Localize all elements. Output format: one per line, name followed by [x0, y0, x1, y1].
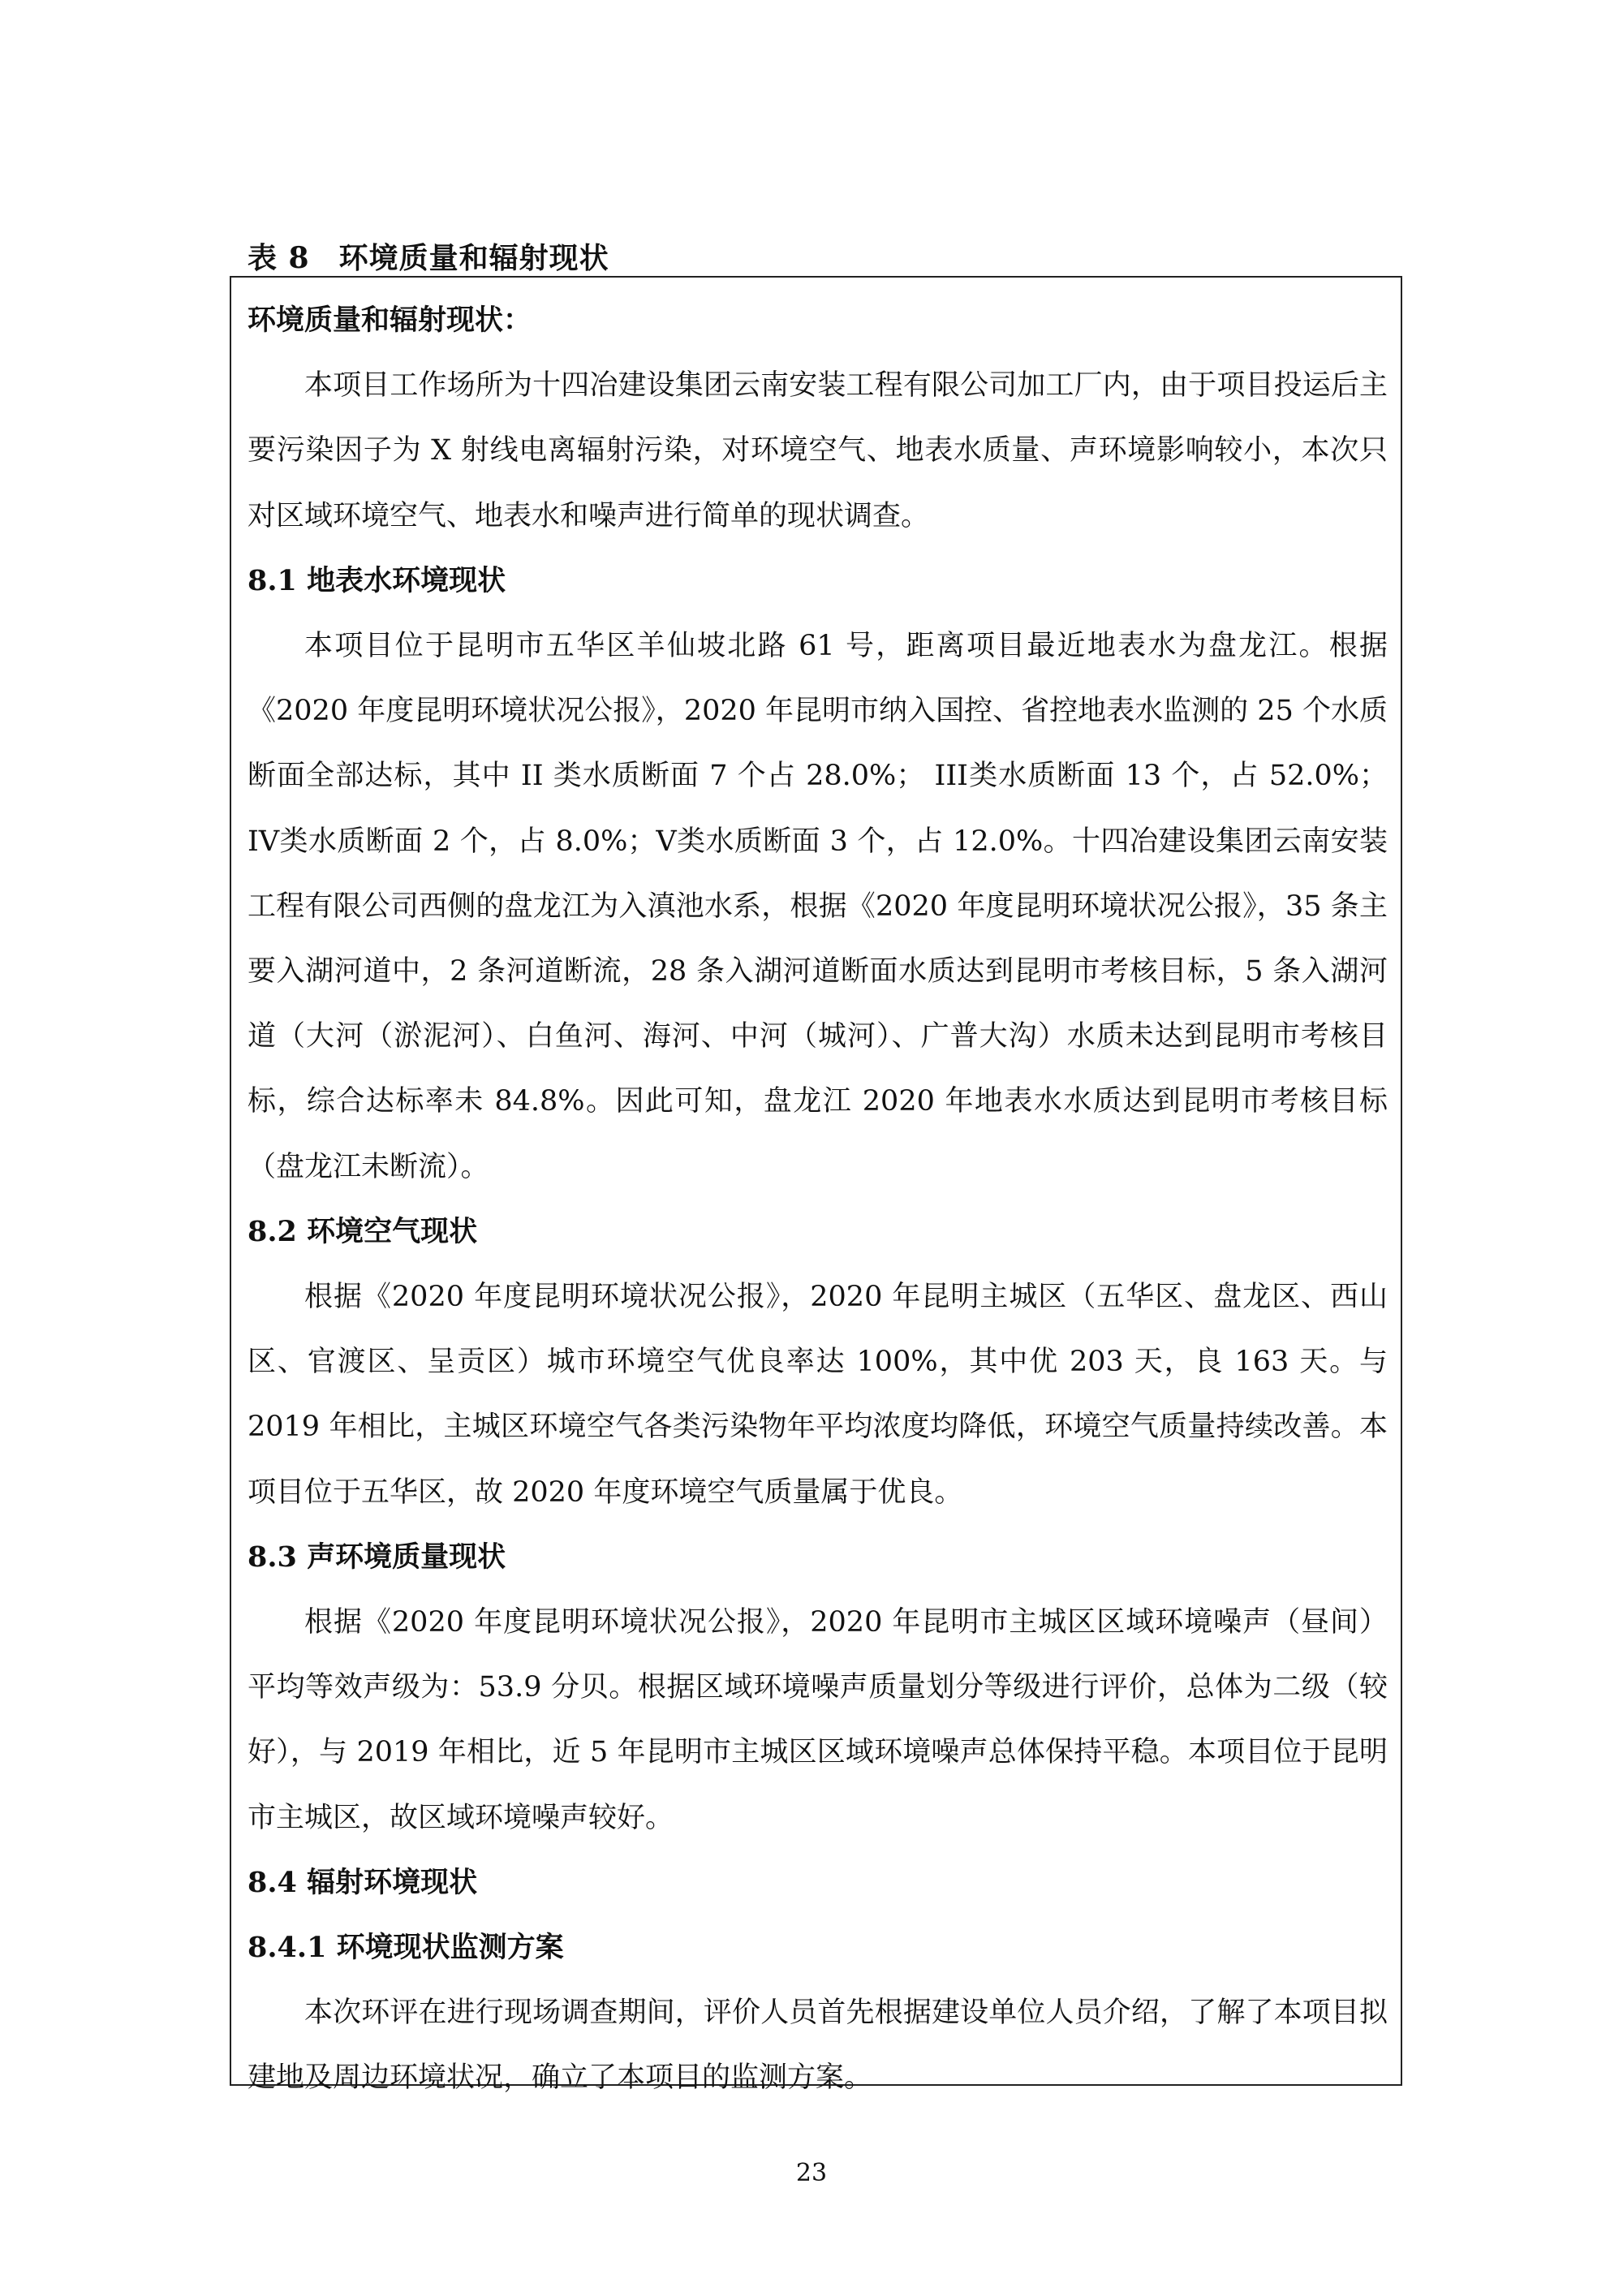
heading-8-2: 8.2 环境空气现状 — [248, 1214, 478, 1248]
page-number: 23 — [795, 2159, 828, 2187]
paragraph-8-1: 本项目位于昆明市五华区羊仙坡北路 61 号，距离项目最近地表水为盘龙江。根据《2020 年度昆明环境状况公报》，2020 年昆明市纳入国控、省控地表水监测的 25 个水质断面全部达标，其中 II 类水质断面 7 个占 28.0%； III类水质断面 13 个，占 52.0%；IV类水质断面 2 个，占 8.0%；V类水质断面 3 个，占 12.0%。十四冶建设集团云南安装工程有限公司西侧的盘龙江为入滇池水系，根据《2020 年度昆明环境状况公报》，35 条主要入湖河道中，2 条河道断流，28 条入湖河道断面水质达到昆明市考核目标，5 条入湖河道（大河（淤泥河）、白鱼河、海河、中河（城河）、广普大沟）水质未达到昆明市考核目标，综合达标率未 84.8%。因此可知，盘龙江 2020 年地表水水质达到昆明市考核目标（盘龙江未断流）。 — [248, 630, 1388, 1183]
paragraph-8-2: 根据《2020 年度昆明环境状况公报》，2020 年昆明主城区（五华区、盘龙区、西山区、官渡区、呈贡区）城市环境空气优良率达 100%，其中优 203 天，良 163 天。与 2019 年相比，主城区环境空气各类污染物年平均浓度均降低，环境空气质量持续改善。本项目位于五华区，故 2020 年度环境空气质量属于优良。 — [248, 1281, 1388, 1509]
heading-8-4-1: 8.4.1 环境现状监测方案 — [248, 1931, 564, 1965]
section-label: 环境质量和辐射现状： — [248, 304, 532, 337]
paragraph-8-4-1: 本次环评在进行现场调查期间，评价人员首先根据建设单位人员介绍，了解了本项目拟建地及周边环境状况，确立了本项目的监测方案。 — [248, 1997, 1388, 2095]
table-title-text: 环境质量和辐射现状 — [338, 241, 609, 275]
heading-8-3: 8.3 声环境质量现状 — [248, 1540, 506, 1574]
paragraph-8-3: 根据《2020 年度昆明环境状况公报》，2020 年昆明市主城区区域环境噪声（昼间）平均等效声级为：53.9 分贝。根据区域环境噪声质量划分等级进行评价，总体为二级（较好），与 2019 年相比，近 5 年昆明市主城区区域环境噪声总体保持平稳。本项目位于昆明市主城区，故区域环境噪声较好。 — [248, 1606, 1388, 1834]
table-content — [248, 288, 1388, 2111]
table-title — [248, 235, 609, 277]
heading-8-1: 8.1 地表水环境现状 — [248, 563, 506, 597]
table-number: 表 8 — [248, 241, 310, 275]
intro-paragraph: 本项目工作场所为十四冶建设集团云南安装工程有限公司加工厂内，由于项目投运后主要污染因子为 X 射线电离辐射污染，对环境空气、地表水质量、声环境影响较小，本次只对区域环境空气、地表水和噪声进行简单的现状调查。 — [248, 369, 1388, 532]
heading-8-4: 8.4 辐射环境现状 — [248, 1865, 478, 1899]
